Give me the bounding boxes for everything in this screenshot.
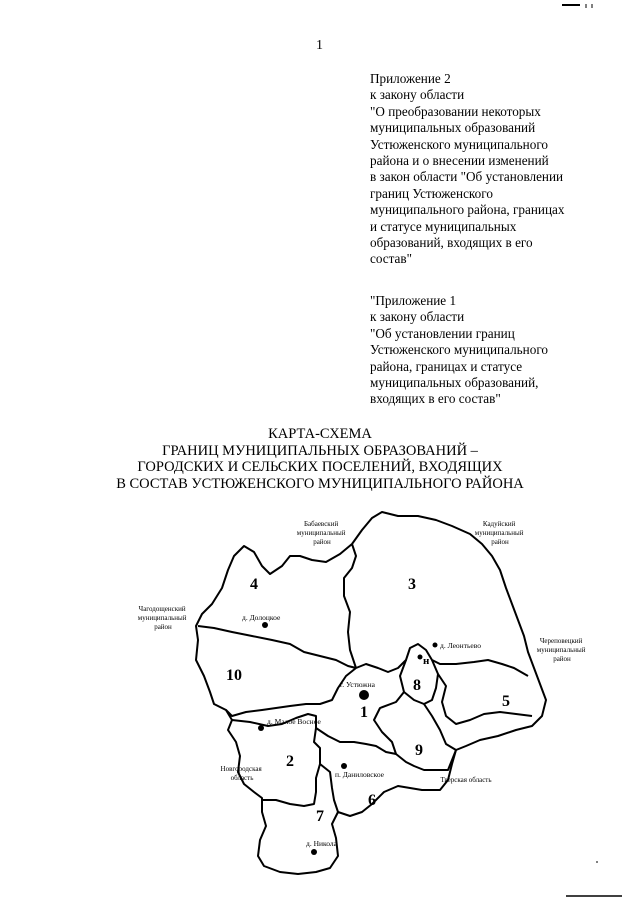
nikola-marker: [311, 849, 317, 855]
n-marker: [418, 655, 423, 660]
leontyevo-marker: [433, 643, 438, 648]
appendix-2-line: муниципального района, границах: [370, 202, 565, 218]
danilovskoe-marker: [341, 763, 347, 769]
region-number-2: 2: [286, 753, 294, 770]
scan-edge-marks: [554, 0, 640, 18]
appendix-1-line: "Об установлении границ: [370, 325, 515, 341]
neighbor-tverskaya: Тверская область: [440, 776, 492, 784]
appendix-2-line: образований, входящих в его: [370, 235, 533, 251]
appendix-2-line: Устюженского муниципального: [370, 136, 549, 152]
appendix-2-line: муниципальных образований: [370, 120, 536, 136]
region-number-1: 1: [360, 704, 368, 721]
dolotskoe-label: д. Долоцкое: [242, 613, 281, 622]
nikola-label: д. Никола: [306, 839, 337, 848]
map-title-line: В СОСТАВ УСТЮЖЕНСКОГО МУНИЦИПАЛЬНОГО РАЙОНА: [116, 475, 524, 492]
boundary-10-1: [226, 668, 356, 716]
region-number-8: 8: [413, 677, 421, 694]
region-number-5: 5: [502, 693, 510, 710]
appendix-1-line: муниципальных образований,: [370, 375, 539, 391]
neighbor-babaevsky: Бабаевский муниципальный район: [296, 520, 346, 546]
boundary-4-3: [344, 544, 356, 668]
region-number-9: 9: [415, 742, 423, 759]
region-number-10: 10: [226, 667, 242, 684]
maloe-vosnoe-marker: [258, 725, 264, 731]
danilovskoe-label: п. Даниловское: [335, 770, 384, 779]
appendix-2-line: в закон области "Об установлении: [370, 169, 564, 185]
boundary-4-10: [198, 626, 356, 668]
leontyevo-label: д. Леонтьево: [440, 641, 481, 650]
region-number-6: 6: [368, 792, 376, 809]
appendix-1-line: Устюженского муниципального: [370, 342, 549, 358]
region-number-n: н: [423, 655, 430, 667]
appendix-1-line: "Приложение 1: [370, 293, 457, 308]
scan-edge-marks-bottom: [566, 862, 622, 896]
boundary-5: [438, 674, 532, 724]
neighbor-cherepovetsky: Череповецкий муниципальный район: [536, 637, 586, 663]
appendix-2-heading: [370, 71, 632, 268]
appendix-1-line: к закону области: [370, 309, 465, 325]
region-number-3: 3: [408, 576, 416, 593]
appendix-2-line: и статусе муниципальных: [370, 218, 517, 234]
maloe-vosnoe-label: д. Малое Восное: [267, 717, 321, 726]
appendix-2-line: "О преобразовании некоторых: [370, 103, 541, 119]
region-number-4: 4: [250, 576, 258, 593]
appendix-2-line: района и о внесении изменений: [370, 153, 549, 169]
region-number-7: 7: [316, 808, 324, 825]
district-boundary-map: [0, 500, 640, 900]
map-title-line: ГРАНИЦ МУНИЦИПАЛЬНЫХ ОБРАЗОВАНИЙ –: [162, 442, 478, 459]
page-number: 1: [316, 38, 323, 53]
boundary-2: [232, 714, 320, 806]
district-outer-boundary: [196, 512, 546, 874]
dolotskoe-marker: [262, 622, 268, 628]
appendix-2-line: границ Устюженского: [370, 185, 493, 201]
boundary-9-north: [424, 704, 456, 750]
ustyuzhna-label: г. Устюжна: [340, 680, 375, 689]
map-title-line: КАРТА-СХЕМА: [268, 426, 372, 442]
neighbor-kaduysky: Кадуйский муниципальный район: [474, 520, 524, 546]
appendix-2-line: Приложение 2: [370, 71, 451, 86]
map-title-line: ГОРОДСКИХ И СЕЛЬСКИХ ПОСЕЛЕНИЙ, ВХОДЯЩИХ: [137, 459, 503, 475]
appendix-1-line: района, границах и статусе: [370, 358, 523, 374]
map-title: [0, 426, 640, 492]
appendix-1-line: входящих в его состав": [370, 391, 501, 407]
appendix-1-heading: [370, 293, 632, 408]
appendix-2-line: состав": [370, 251, 413, 267]
neighbor-novgorodskaya: Новгородская область: [220, 765, 262, 782]
appendix-2-line: к закону области: [370, 87, 465, 103]
neighbor-chagodoshchensky: Чагодощенский муниципальный район: [137, 605, 187, 631]
boundary-1-6: [316, 728, 396, 754]
ustyuzhna-marker: [359, 690, 369, 700]
